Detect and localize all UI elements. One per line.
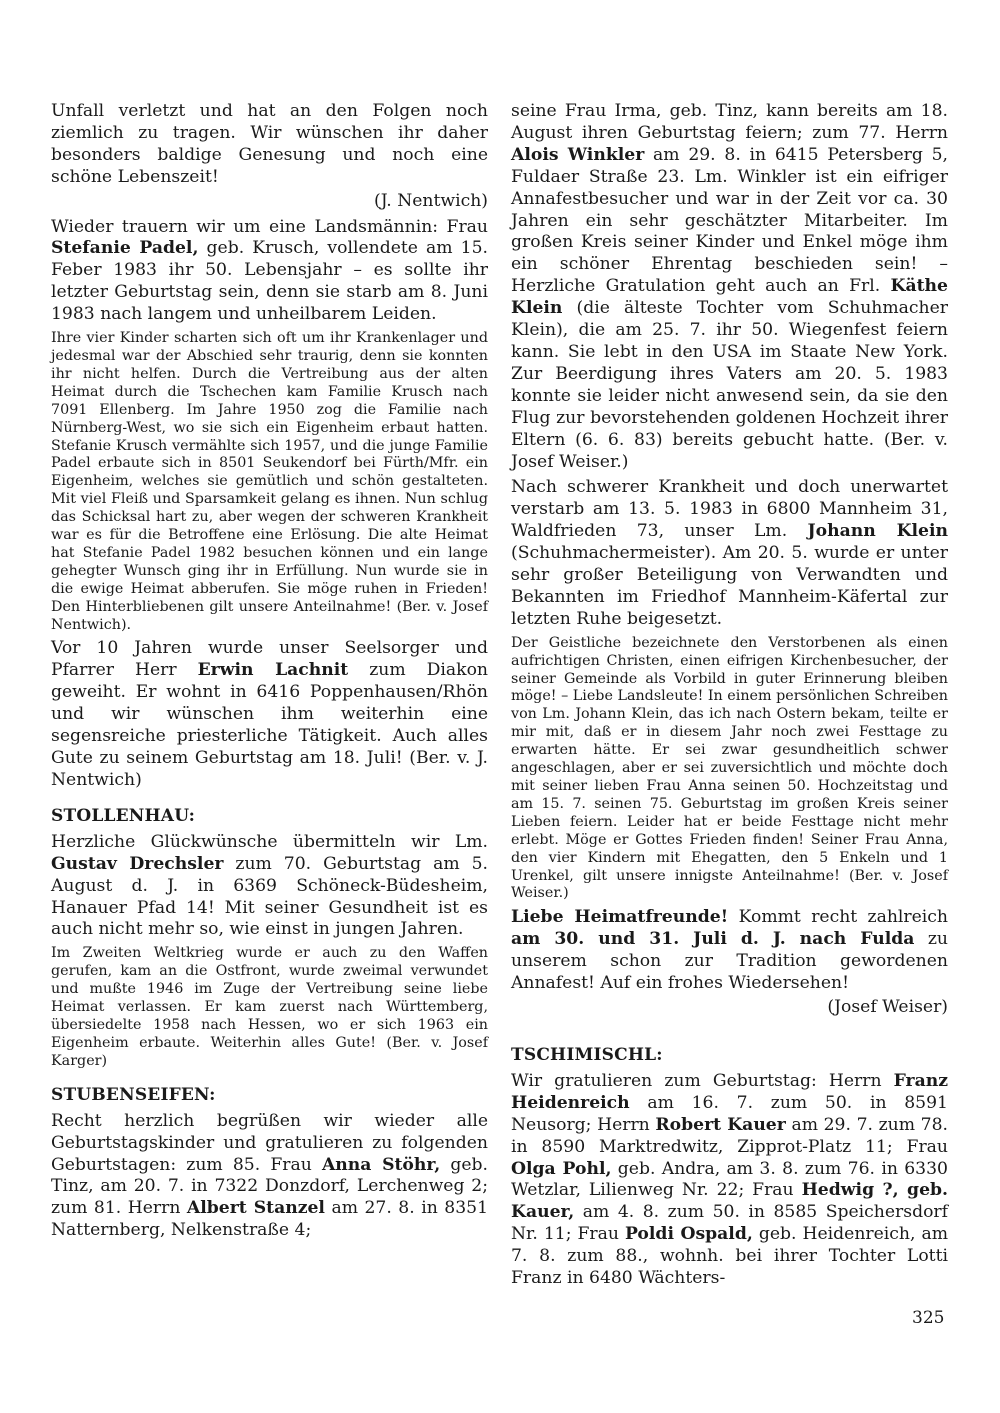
text-segment: geb. Andra, am 3. 8. zum 76. in 6330 Wetzlar, Lilienweg Nr. 22; Frau [511,1158,948,1201]
text-segment: am 27. 8. in 8351 Natternberg, Nelkenstraße 4; [51,1198,489,1241]
text-segment: am 4. 8. zum 50. in 8585 Speichersdorf Nr. 11; Frau [511,1202,948,1245]
paragraph-padel [51,217,488,327]
text-segment: Kommt recht zahlreich [728,907,948,928]
paragraph-text: Unfall verletzt und hat an den Folgen noch ziemlich zu tragen. Wir wünschen ihr daher besonders baldige Genesung und noch eine schöne Lebenszeit! [51,101,488,187]
text-segment: geb. Krusch, vollendete am 15. Feber 1983 ihr 50. Lebensjahr – es sollte ihr letzter Geburtstag sein, denn sie starb am 8. Juni 1983 nach langem und unheilbarem Leiden. [51,238,488,325]
paragraph-annafest [511,907,948,995]
right-column [511,101,948,1294]
paragraph-padel-details: Ihre vier Kinder scharten sich oft um ihr Krankenlager und jedesmal war der Abschied sehr traurig, denn sie konnten ihr nicht helfen. Durch die Vertreibung aus der alten Heimat durch die Tschechen kam Familie Krusch nach 7091 Ellenberg. Im Jahre 1950 zog die Familie nach Nürnberg-West, wo sie sich ein Eigenheim erbaut hatten. Stefanie Krusch vermählte sich 1957, und die junge Familie Padel erbaute sich in 8501 Seukendorf bei Fürth/Mfr. ein Eigenheim, welches sie gemütlich und schön gestalteten. Mit viel Fleiß und Sparsamkeit gelang es ihnen. Nun schlug das Schicksal hart zu, aber wegen der schweren Krankheit war es für die Betroffene eine Erlösung. Die alte Heimat hat Stefanie Padel 1982 besuchen können und ein lange gehegter Wunsch ging ihr in Erfüllung. Nun wurde sie in die ewige Heimat abberufen. Sie möge ruhen in Frieden! Den Hinterbliebenen gilt unsere Anteilnahme! (Ber. v. Josef Nentwich). [51,330,488,633]
text-segment: zu unserem schon zur Tradition gewordenen Annafest! Auf ein frohes Wiedersehen! [511,929,948,994]
section-heading-tschimischl: TSCHIMISCHL: [511,1044,663,1065]
text-segment: Wir gratulieren zum Geburtstag: Herrn [511,1070,894,1091]
text-segment: Herzliche Glückwünsche übermitteln wir Lm. [51,831,488,852]
text-segment: seine Frau Irma, geb. Tinz, kann bereits am 18. August ihren Geburtstag feiern; zum 77. Herrn [511,101,948,143]
text-segment: zum Diakon geweiht. Er wohnt in 6416 Poppenhausen/Rhön und wir wünschen ihm weiterhin eine segensreiche priesterliche Tätigkeit. Auch alles Gute zu seinem Geburtstag am 18. Juli! (Ber. v. J. Nentwich) [51,660,488,790]
person-name: Anna Stöhr, [321,1154,441,1175]
left-column [51,101,488,1246]
text-segment: Recht herzlich begrüßen wir wieder alle Geburtstagskinder und gratulieren zu folgenden Geburtstagen: zum 85. Frau [51,1110,488,1175]
section-heading-stollenhau: STOLLENHAU: [51,805,196,826]
highlight-text: Liebe Heimatfreunde! [511,907,729,928]
signature-weiser: (Josef Weiser) [827,996,948,1017]
person-name: Erwin Lachnit [197,660,349,681]
paragraph-winkler [511,101,948,473]
paragraph-tschimischl [511,1071,948,1290]
text-segment: am 16. 7. zum 50. in 8591 Neusorg; Herrn [511,1092,948,1135]
section-heading-stubenseifen: STUBENSEIFEN: [51,1084,216,1105]
highlight-text: am 30. und 31. Juli d. J. nach Fulda [511,929,915,950]
paragraph-unfall [51,101,488,189]
paragraph-klein-details: Der Geistliche bezeichnete den Verstorbenen als einen aufrichtigen Christen, einen eifrigen Kirchenbesucher, der seiner Gemeinde als Vorbild in guter Erinnerung bleiben möge! – Liebe Landsleute! In einem persönlichen Schreiben von Lm. Johann Klein, das ich nach Ostern bekam, teilte er mir mit, daß er in diesem Jahr noch zwei Festtage zu erwarten hätte. Er sei zwar gesundheitlich schwer angeschlagen, aber er sei zuversichtlich und möchte doch mit seiner lieben Frau Anna seinen 50. Hochzeitstag und am 15. 7. seinen 75. Geburtstag im großen Kreis seiner Lieben feiern. Leider hat er beide Festtage nicht mehr erlebt. Möge er Gottes Frieden finden! Seiner Frau Anna, den vier Kindern mit Ehegatten, den 5 Enkeln und 1 Urenkel, gilt unsere innigste Anteilnahme! (Ber. v. Josef Weiser.) [511,634,948,902]
text-segment: Nach schwerer Krankheit und doch unerwartet verstarb am 13. 5. 1983 in 6800 Mannheim 31, Waldfrieden 73, unser Lm. [511,477,948,542]
person-name: Stefanie Padel, [51,238,199,259]
text-segment: am 29. 7. zum 78. in 8590 Marktredwitz, Zipprot-Platz 11; Frau [511,1114,949,1157]
person-name: Franz Heidenreich [511,1070,948,1113]
person-name: Käthe Klein [511,276,948,319]
page-number: 325 [912,1308,945,1328]
text-segment: geb. Heidenreich, am 7. 8. zum 88., wohnh. bei ihrer Tochter Lotti Franz in 6480 Wächters- [511,1224,948,1289]
paragraph-klein-obituary [511,477,948,630]
text-segment: am 29. 8. in 6415 Petersberg 5, Fuldaer Straße 23. Lm. Winkler ist ein eifriger Annafestbesucher und war in der Zeit vor ca. 30 Jahren ein sehr geschätzter Mitarbeiter. Im großen Kreis seiner Kinder und Enkel möge ihm ein schöner Ehrentag beschieden sein! – Herzliche Gratulation geht auch an Frl. [511,144,948,297]
person-name: Robert Kauer [655,1114,786,1135]
person-name: Hedwig ?, geb. Kauer, [511,1180,949,1223]
text-segment: geb. Tinz, am 20. 7. in 7322 Donzdorf, Lerchenweg 2; zum 81. Herrn [51,1154,488,1219]
person-name: Poldi Ospald, [624,1224,753,1245]
paragraph-drechsler [51,832,488,942]
person-name: Gustav Drechsler [51,853,224,874]
paragraph-stubenseifen [51,1111,488,1242]
person-name: Johann Klein [807,521,948,542]
text-segment: (die älteste Tochter vom Schuhmacher Klein), die am 25. 7. ihr 50. Wiegenfest feiern kann. Sie lebt in den USA im Staate New York. Zur Beerdigung ihres Vaters am 20. 5. 1983 konnte sie leider nicht anwesend sein, da sie den Flug zur bevorstehenden goldenen Hochzeit ihrer Eltern (6. 6. 83) bereits gebucht hatte. (Ber. v. Josef Weiser.) [511,298,948,472]
text-segment: zum 70. Geburtstag am 5. August d. J. in 6369 Schöneck-Büdesheim, Hanauer Pfad 14! Mit seiner Gesundheit ist es auch nicht mehr so, wie einst in jungen Jahren. [51,853,489,940]
paragraph-drechsler-details: Im Zweiten Weltkrieg wurde er auch zu den Waffen gerufen, kam an die Ostfront, wurde zweimal verwundet und mußte 1946 im Zuge der Vertreibung seine liebe Heimat verlassen. Er kam zuerst nach Württemberg, übersiedelte 1958 nach Hessen, wo er sich 1963 ein Eigenheim erbaute. Weiterhin alles Gute! (Ber. v. Josef Karger) [51,945,488,1069]
text-segment: (Schuhmachermeister). Am 20. 5. wurde er unter sehr großer Beteiligung von Verwandten und Bekannten im Friedhof Mannheim-Käfertal zur letzten Ruhe beigesetzt. [511,543,948,629]
person-name: Alois Winkler [511,144,645,165]
paragraph-lachnit [51,638,488,791]
signature-nentwich: (J. Nentwich) [374,190,488,211]
person-name: Olga Pohl, [511,1158,612,1179]
text-segment: Vor 10 Jahren wurde unser Seelsorger und Pfarrer Herr [51,638,488,681]
person-name: Albert Stanzel [186,1198,325,1219]
text-segment: Wieder trauern wir um eine Landsmännin: Frau [51,216,488,237]
